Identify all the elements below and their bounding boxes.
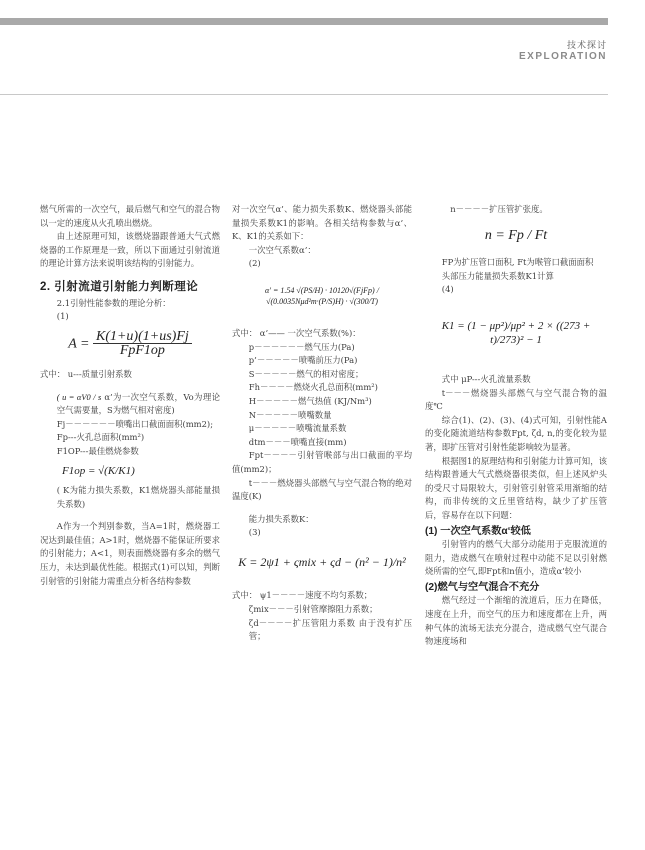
subheading-1: (1) 一次空气系数α‘较低 xyxy=(425,525,531,537)
equation-1 xyxy=(40,330,220,358)
column-3 xyxy=(425,203,607,649)
definition: ( K为能力损失系数，K1燃烧器头部能量损失系数) xyxy=(56,485,220,509)
header-bar xyxy=(0,18,608,25)
column-2 xyxy=(232,203,412,644)
definition: N－－－－－喷嘴数量 xyxy=(248,409,332,420)
definition: t－－－燃烧器头部燃气与空气混合物的温度℃ xyxy=(425,387,607,412)
definition: n－－－－扩压管扩张度。 xyxy=(450,204,548,214)
paragraph: 由上述原理可知，该燃烧器跟普通大气式燃烧器的工作原理是一致，所以下面通过引射流道的理论计算方法来说明该结构的引射能力。 xyxy=(40,231,220,269)
paragraph: 式中： u---质量引射系数 xyxy=(40,368,132,379)
column-1 xyxy=(40,203,220,588)
definition: Fp---火孔总面积(mm²) xyxy=(56,432,145,443)
paragraph: 引射管内的燃气大部分动能用于克服流道的阻力，造成燃气在喷射过程中动能不足以引射燃烧所需的空气,即Fpt和n值小，造成α’较小 xyxy=(425,539,607,577)
definition: p’－－－－－喷嘴前压力(Pa) xyxy=(248,355,358,366)
definition-intro: 式中： α’—— 一次空气系数(%)： xyxy=(232,327,361,338)
definition: Fpt－－－－引射管喉部与出口截面的平均值(mm2)； xyxy=(232,450,412,474)
equation-n: n = Fp / Ft xyxy=(484,227,548,243)
alpha-label: 一次空气系数α’： xyxy=(248,244,316,255)
subsection-heading: 2.1引射性能参数的理论分析： xyxy=(56,297,171,308)
definition: F1OP---最佳燃烧参数 xyxy=(56,445,139,456)
equation-2: α′ = 1.54 √(PS/H) · 10120√(FjFp) / √(0.0035Nμd²m·(P/S)H) · √(300/T) xyxy=(265,285,379,306)
definition: ζmix－－－引射管摩擦阻力系数； xyxy=(248,604,378,615)
definition: Fj－－－－－－喷嘴出口截面面积(mm2); xyxy=(56,418,214,429)
subheading-2: (2)燃气与空气混合不充分 xyxy=(425,581,540,593)
definition: dtm－－－喷嘴直接(mm) xyxy=(248,436,347,447)
definition: ζd－－－－扩压管阻力系数 由于没有扩压管； xyxy=(248,617,412,642)
k1-label: 头部压力能量损失系数K1计算 xyxy=(441,270,554,281)
definition: H－－－－－燃气热值 (KJ/Nm³) xyxy=(248,395,372,406)
equation-number: (1) xyxy=(56,311,69,322)
definition: t－－－燃烧器头部燃气与空气混合物的绝对温度(K) xyxy=(232,477,412,502)
equation-number: (4) xyxy=(441,284,454,295)
section-heading: 2. 引射流道引射能力判断理论 xyxy=(40,280,199,293)
paragraph: 综合(1)、(2)、(3)、(4)式可知，引射性能A的变化随流道结构参数Fpt, ζd, n,的变化较为显著，即扩压管对引射性能影响较为显著。 xyxy=(425,414,607,452)
paragraph: A作为一个判别参数，当A=1时，燃烧器工况达到最佳值；A>1时，燃烧器不能保证所要求的引射能力；A<1，则表面燃烧器有多余的燃气压力，未达到最优性能。根据式(1)可以知，判断引射管的引射能力需重点分析各结构参数 xyxy=(40,521,220,586)
equation-numerator: K(1+u)(1+us)Fj xyxy=(93,330,192,345)
equation-3: K = 2ψ1 + ςmix + ςd − (n² − 1)/n² xyxy=(238,554,406,569)
definition: μ－－－－－喷嘴流量系数 xyxy=(248,423,347,434)
definition: p－－－－－－燃气压力(Pa) xyxy=(248,341,355,352)
paragraph: 对一次空气α’、能力损失系数K、燃烧器头部能量损失系数K1的影响。各相关结构参数与α’、K、K1的关系如下： xyxy=(232,204,412,242)
definition: S－－－－－燃气的相对密度； xyxy=(248,368,364,379)
section-label-en: EXPLORATION xyxy=(519,51,607,62)
paragraph: 燃气所需的一次空气，最后燃气和空气的混合物以一定的速度从火孔喷出燃烧。 xyxy=(40,204,220,228)
header-rule xyxy=(0,94,608,95)
equation-f1op: F1op = √(K/K1) xyxy=(62,464,135,477)
equation-denominator: FpF1op xyxy=(119,343,165,359)
section-label-cn: 技术探讨 xyxy=(566,40,607,50)
definition: 式中 μP---火孔流量系数 xyxy=(441,373,531,384)
equation-number: (3) xyxy=(248,527,261,538)
k-label: 能力损失系数K： xyxy=(248,513,314,524)
u-definition: α’为一次空气系数，Vo为理论空气需要量，S为燃气相对密度) xyxy=(56,391,220,416)
paragraph: 根据图1的原理结构和引射能力计算可知，该结构跟普通大气式燃烧器很类似，但上述风炉头的受尺寸局限较大，引射管引射管采用渐缩的结构，而非传统的文丘里管结构，缺少了扩压管后，容易存在以下问题： xyxy=(425,455,607,520)
u-formula: ( u = αV0 / s xyxy=(56,392,102,402)
paragraph: 燃气经过一个渐缩的流道后，压力在降低，速度在上升，而空气的压力和速度都在上升，两种气体的流场无法充分混合，造成燃气空气混合物速度场和 xyxy=(425,595,607,647)
equation-lhs: A = xyxy=(68,336,90,352)
equation-fraction xyxy=(93,330,192,358)
definition: 式中： ψ1－－－－速度不均匀系数； xyxy=(232,590,373,601)
u-formula-line xyxy=(40,391,220,418)
definition: FP为扩压管口面积, Ft为喉管口截面面积 xyxy=(441,257,594,268)
equation-4: K1 = (1 − μp²)/μp² + 2 × ((273 + t)/273)² − 1 xyxy=(441,319,591,346)
definition: Fh－－－－燃烧火孔总面积(mm²) xyxy=(248,382,378,393)
equation-number: (2) xyxy=(248,258,261,269)
